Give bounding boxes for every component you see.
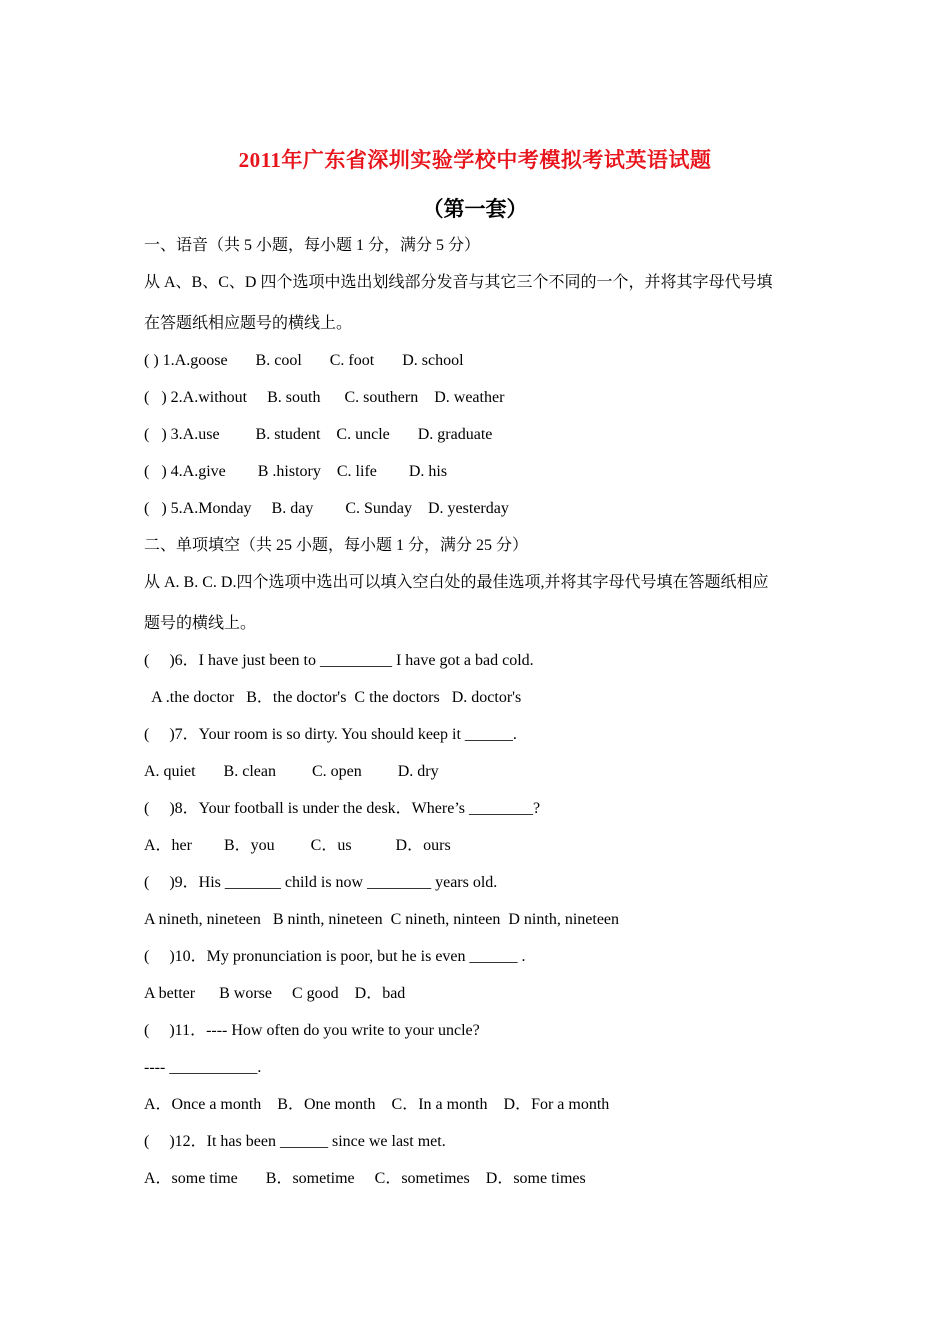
question-item: ( ) 4.A.give B .history C. life D. his (144, 463, 448, 480)
question-stem: ( )6．I have just been to _________ I have got a bad cold. (144, 652, 534, 669)
question-stem: ( )9．His _______ child is now ________ years old. (144, 874, 498, 891)
question-item: ( ) 5.A.Monday B. day C. Sunday D. yesterday (144, 500, 509, 517)
question-options: A. quiet B. clean C. open D. dry (144, 763, 439, 780)
question-options: A．some time B．sometime C．sometimes D．some times (144, 1170, 586, 1187)
question-options: A better B worse C good D．bad (144, 985, 406, 1002)
section-instruction: 题号的横线上。 (144, 615, 257, 632)
question-item: ( ) 2.A.without B. south C. southern D. weather (144, 389, 505, 406)
question-options: A .the doctor B．the doctor's C the doctors D. doctor's (144, 689, 522, 706)
section-instruction: 从 A. B. C. D.四个选项中选出可以填入空白处的最佳选项,并将其字母代号填在答题纸相应 (144, 574, 769, 591)
question-item: ( ) 3.A.use B. student C. uncle D. graduate (144, 426, 493, 443)
page-subtitle: （第一套） (422, 197, 528, 221)
question-stem: ( )8．Your football is under the desk．Where’s ________? (144, 800, 541, 817)
question-stem: ( )12．It has been ______ since we last met. (144, 1133, 446, 1150)
question-item: ( ) 1.A.goose B. cool C. foot D. school (144, 352, 464, 369)
question-stem: ( )11．---- How often do you write to your uncle? (144, 1022, 480, 1039)
section-heading: 二、单项填空（共 25 小题，每小题 1 分，满分 25 分） (144, 537, 529, 554)
section-heading: 一、语音（共 5 小题，每小题 1 分，满分 5 分） (144, 237, 481, 254)
question-stem: ( )7．Your room is so dirty. You should keep it ______. (144, 726, 517, 743)
page-title: 2011年广东省深圳实验学校中考模拟考试英语试题 (238, 148, 712, 172)
question-stem: ( )10．My pronunciation is poor, but he is even ______ . (144, 948, 526, 965)
question-answer-line: ---- ___________. (144, 1059, 262, 1076)
question-options: A nineth, nineteen B ninth, nineteen C nineth, ninteen D ninth, nineteen (144, 911, 620, 928)
question-options: A．her B．you C．us D．ours (144, 837, 451, 854)
section-instruction: 在答题纸相应题号的横线上。 (144, 315, 353, 332)
section-instruction: 从 A、B、C、D 四个选项中选出划线部分发音与其它三个不同的一个，并将其字母代号填 (144, 274, 773, 291)
question-options: A．Once a month B．One month C．In a month D．For a month (144, 1096, 610, 1113)
